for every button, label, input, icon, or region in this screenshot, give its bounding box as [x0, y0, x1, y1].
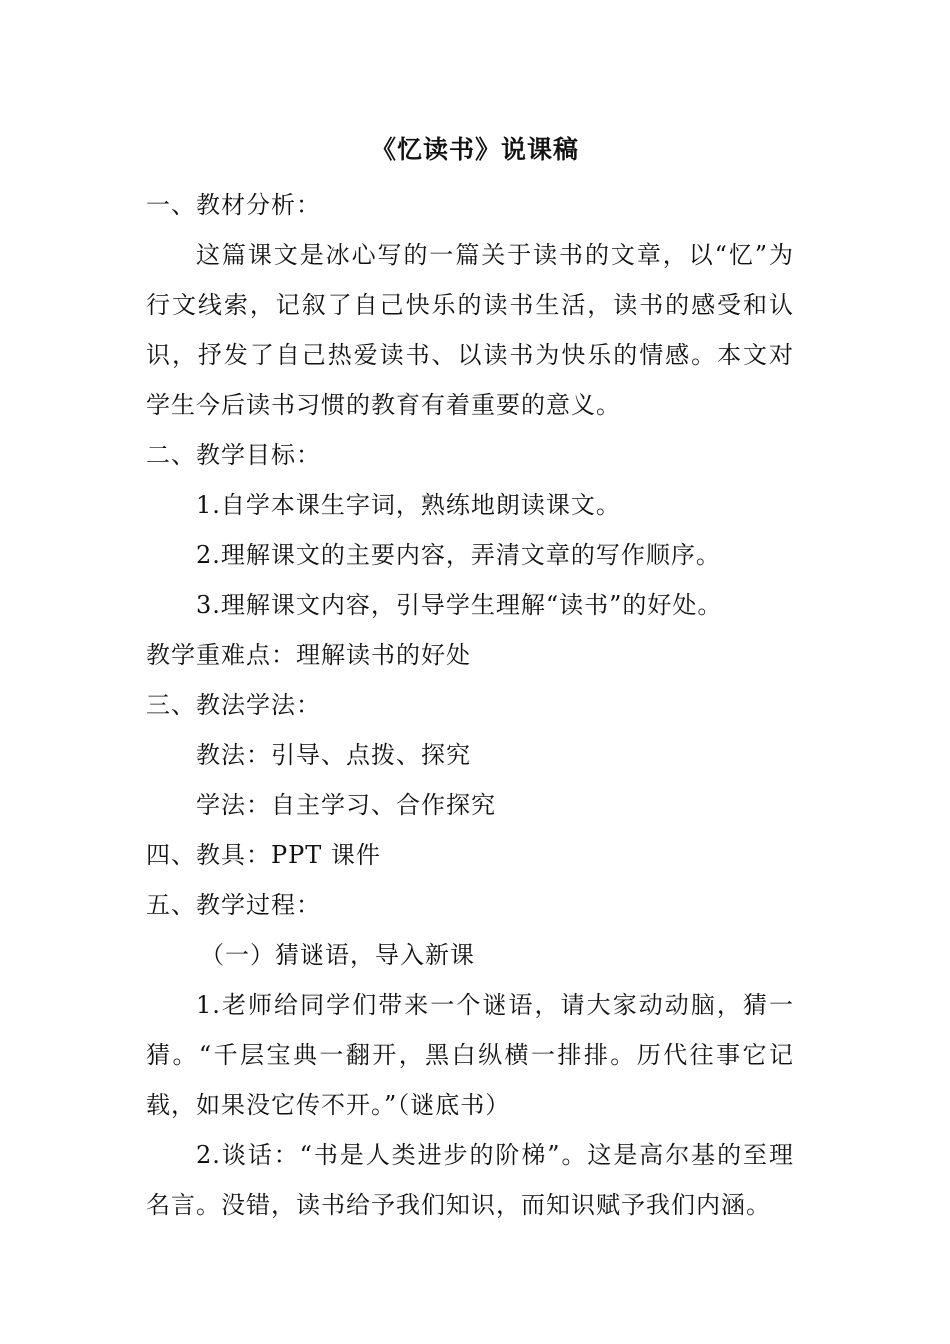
key-difficulty: 教学重难点：理解读书的好处 — [146, 641, 471, 669]
process-step-talk: 2.谈话：“书是人类进步的阶梯”。这是高尔基的至理名言。没错，读书给予我们知识，而知识赋予我们内涵。 — [146, 1141, 794, 1219]
document-title: 《忆读书》说课稿 — [370, 135, 579, 164]
goal-item: 1.自学本课生字词，熟练地朗读课文。 — [196, 491, 621, 519]
section-heading-methods: 三、教法学法： — [146, 691, 321, 719]
goal-item: 3.理解课文内容，引导学生理解“读书”的好处。 — [196, 591, 723, 619]
section-heading-tools: 四、教具：PPT 课件 — [146, 841, 381, 869]
teaching-method: 教法：引导、点拨、探究 — [196, 741, 471, 769]
document-body — [146, 180, 794, 1230]
goal-item: 2.理解课文的主要内容，弄清文章的写作顺序。 — [196, 541, 721, 569]
section-heading-materials: 一、教材分析： — [146, 191, 321, 219]
process-subheading: （一）猜谜语，导入新课 — [200, 941, 475, 969]
materials-analysis-paragraph: 这篇课文是冰心写的一篇关于读书的文章，以“忆”为行文线索，记叙了自己快乐的读书生活，读书的感受和认识，抒发了自己热爱读书、以读书为快乐的情感。本文对学生今后读书习惯的教育有着重要的意义。 — [146, 241, 794, 419]
section-heading-process: 五、教学过程： — [146, 891, 321, 919]
process-step-riddle: 1.老师给同学们带来一个谜语，请大家动动脑，猜一猜。“千层宝典一翻开，黑白纵横一排排。历代往事它记载，如果没它传不开。”（谜底书） — [146, 991, 794, 1119]
section-heading-goals: 二、教学目标： — [146, 441, 321, 469]
learning-method: 学法：自主学习、合作探究 — [196, 791, 496, 819]
